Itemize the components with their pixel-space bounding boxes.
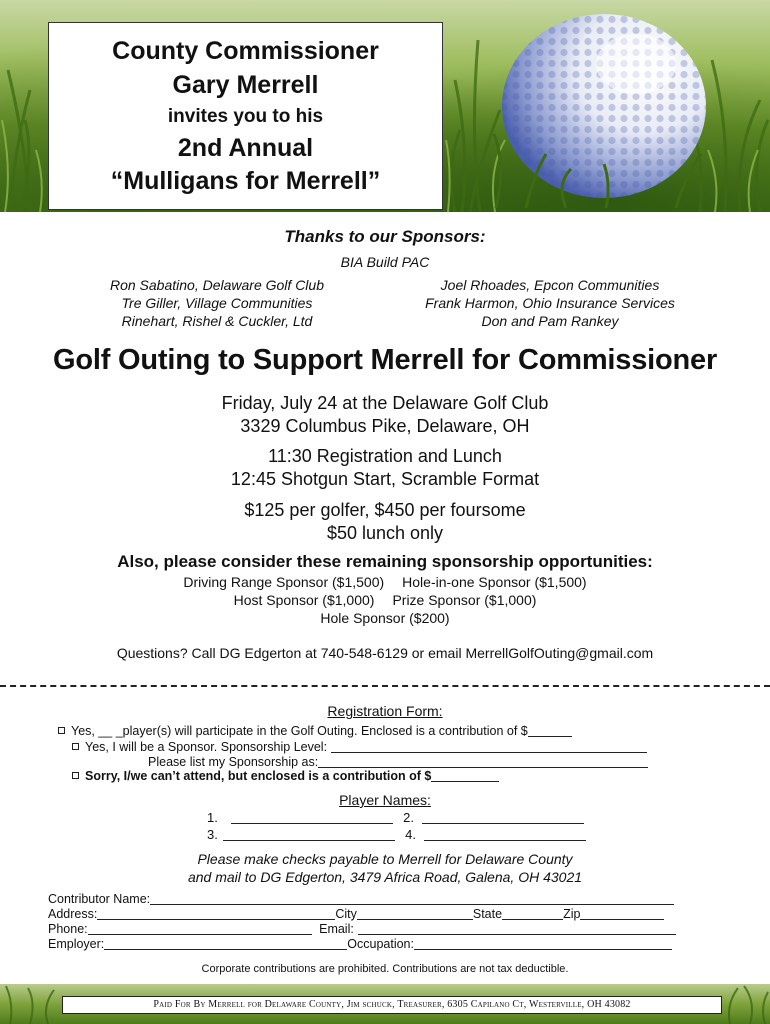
- event-pricing-block: [0, 499, 770, 545]
- sponsor-center: BIA Build PAC: [340, 254, 430, 270]
- header-line-4: 2nd Annual: [177, 134, 314, 162]
- sponsorship-listing-field[interactable]: [318, 757, 648, 768]
- golf-ball-image: [486, 14, 714, 208]
- opportunity-item: Hole-in-one Sponsor ($1,500): [402, 574, 587, 590]
- header-grass-band: [0, 0, 770, 212]
- opportunity-item: Hole Sponsor ($200): [320, 610, 450, 626]
- opportunities-row: [0, 609, 770, 627]
- player-3-name-field[interactable]: [223, 830, 395, 841]
- opportunities-heading: Also, please consider these remaining sponsorship opportunities:: [117, 552, 653, 571]
- paid-for-by-notice: Paid For By Merrell for Delaware County, Jim schuck, Treasurer, 6305 Capilano Ct, Westerville, OH 43082: [62, 996, 722, 1014]
- employer-row: [48, 937, 672, 951]
- zip-label: Zip: [563, 907, 581, 921]
- sponsor-item: Rinehart, Rishel & Cuckler, Ltd: [121, 313, 313, 329]
- mailing-address-note: and mail to DG Edgerton, 3479 Africa Road, Galena, OH 43021: [187, 869, 583, 885]
- sponsors-heading: Thanks to our Sponsors:: [284, 227, 486, 246]
- sponsor-checkbox[interactable]: [72, 743, 79, 750]
- sponsor-list-right: [385, 276, 715, 330]
- sorry-checkbox[interactable]: [72, 772, 79, 779]
- address-label: Address:: [48, 907, 98, 921]
- opportunity-item: Host Sponsor ($1,000): [233, 592, 375, 608]
- event-location-block: [0, 392, 770, 438]
- event-address: 3329 Columbus Pike, Delaware, OH: [240, 416, 530, 436]
- contributor-name-field[interactable]: [150, 894, 674, 905]
- address-field[interactable]: [97, 909, 335, 920]
- event-lunch-price: $50 lunch only: [326, 523, 444, 543]
- player-row-2: [207, 827, 586, 842]
- registration-form-heading: Registration Form:: [327, 703, 443, 719]
- sponsor-item: Frank Harmon, Ohio Insurance Services: [425, 295, 675, 311]
- sponsorship-level-field[interactable]: [331, 742, 647, 753]
- event-date: Friday, July 24 at the Delaware Golf Club: [221, 393, 549, 413]
- player-number: 4.: [405, 827, 416, 842]
- form-option-sponsor: [72, 740, 647, 754]
- sponsorship-listing-label: Please list my Sponsorship as:: [148, 755, 319, 769]
- sponsor-item: Don and Pam Rankey: [481, 313, 619, 329]
- employer-field[interactable]: [104, 939, 347, 950]
- contribution-disclaimer: Corporate contributions are prohibited. Contributions are not tax deductible.: [201, 963, 569, 975]
- event-schedule-block: [0, 445, 770, 491]
- form-option-participate: [58, 724, 572, 738]
- occupation-field[interactable]: [414, 939, 672, 950]
- zip-field[interactable]: [580, 909, 664, 920]
- event-start-time: 12:45 Shotgun Start, Scramble Format: [230, 469, 540, 489]
- form-option-sorry: [72, 769, 499, 783]
- participate-label: Yes, __ _player(s) will participate in the Golf Outing. Enclosed is a contribution of $: [71, 724, 528, 738]
- opportunity-item: Driving Range Sponsor ($1,500): [183, 574, 385, 590]
- phone-label: Phone:: [48, 922, 88, 936]
- checks-payable-note: Please make checks payable to Merrell for Delaware County: [197, 851, 573, 867]
- email-field[interactable]: [358, 924, 676, 935]
- sponsor-item: Joel Rhoades, Epcon Communities: [440, 277, 660, 293]
- city-label: City: [335, 907, 357, 921]
- contributor-name-label: Contributor Name:: [48, 892, 151, 906]
- invitation-title-box: [48, 22, 443, 210]
- opportunities-row: [0, 573, 770, 591]
- sponsor-item: Tre Giller, Village Communities: [121, 295, 313, 311]
- email-label: Email:: [319, 922, 354, 936]
- sponsor-list-left: [52, 276, 382, 330]
- player-4-name-field[interactable]: [424, 830, 586, 841]
- event-registration-time: 11:30 Registration and Lunch: [268, 446, 502, 466]
- contributor-name-row: [48, 892, 674, 906]
- header-line-1: County Commissioner: [112, 37, 379, 65]
- header-line-5: “Mulligans for Merrell”: [110, 167, 381, 195]
- phone-field[interactable]: [88, 924, 312, 935]
- form-sponsorship-listing: [148, 755, 648, 769]
- questions-contact: Questions? Call DG Edgerton at 740-548-6129 or email MerrellGolfOuting@gmail.com: [116, 645, 654, 661]
- employer-label: Employer:: [48, 937, 105, 951]
- sorry-label: Sorry, I/we can’t attend, but enclosed is a contribution of $: [85, 769, 432, 783]
- state-label: State: [472, 907, 503, 921]
- player-number: 3.: [207, 827, 218, 842]
- phone-email-row: [48, 922, 676, 936]
- opportunities-row: [0, 591, 770, 609]
- player-2-name-field[interactable]: [422, 813, 584, 824]
- event-title: Golf Outing to Support Merrell for Commissioner: [52, 344, 718, 376]
- address-row: [48, 907, 664, 921]
- header-line-3: invites you to his: [167, 106, 324, 127]
- event-price: $125 per golfer, $450 per foursome: [244, 500, 526, 520]
- player-number: 1.: [207, 810, 218, 825]
- player-number: 2.: [403, 810, 414, 825]
- participate-checkbox[interactable]: [58, 727, 65, 734]
- occupation-label: Occupation:: [347, 937, 414, 951]
- cut-line-divider: [0, 685, 770, 687]
- contribution-amount-field[interactable]: [528, 726, 572, 737]
- player-1-name-field[interactable]: [231, 813, 393, 824]
- player-names-heading: Player Names:: [339, 792, 431, 808]
- header-line-2: Gary Merrell: [172, 71, 319, 99]
- sorry-amount-field[interactable]: [431, 771, 499, 782]
- sponsor-label: Yes, I will be a Sponsor. Sponsorship Level:: [85, 740, 328, 754]
- sponsor-item: Ron Sabatino, Delaware Golf Club: [109, 277, 324, 293]
- state-field[interactable]: [502, 909, 563, 920]
- city-field[interactable]: [357, 909, 473, 920]
- player-row-1: [207, 810, 584, 825]
- opportunity-item: Prize Sponsor ($1,000): [392, 592, 537, 608]
